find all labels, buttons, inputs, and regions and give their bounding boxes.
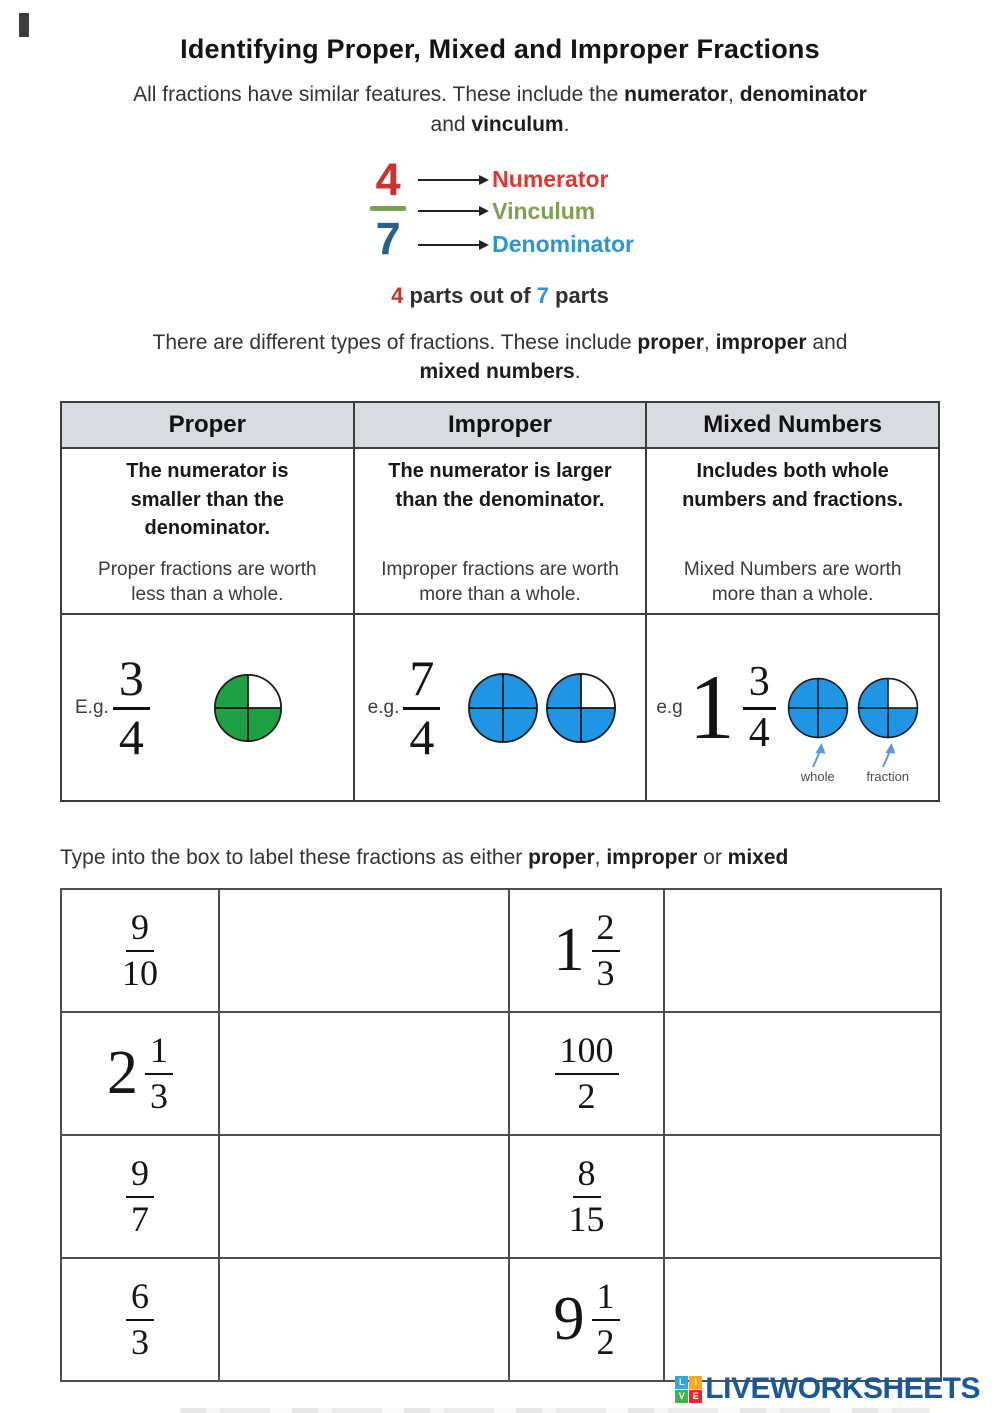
improper-definition: The numerator is larger than the denominator. (388, 460, 612, 511)
answer-box-row1-right[interactable] (666, 891, 939, 1010)
fraction-parts-diagram (366, 153, 634, 270)
caption-numerator-value: 4 (391, 282, 404, 308)
mixed-example-fraction: $\frac{3}{4}$ (743, 661, 776, 755)
diagram-vinculum-bar (370, 206, 406, 211)
eg-label: e.g. (367, 696, 400, 718)
arrow-to-vinculum (418, 210, 480, 212)
vinculum-label: Vinculum (492, 197, 596, 224)
fraction-pie-label: fraction (866, 768, 910, 784)
exercise-row-1 (61, 889, 941, 1012)
cut-off-text-artifact (180, 1408, 930, 1413)
exercise-row-4 (61, 1258, 941, 1381)
answer-box-row1-left[interactable] (221, 891, 507, 1010)
up-arrow-icon (808, 742, 828, 768)
intro-bold-numerator: numerator (624, 83, 729, 106)
types-bold-improper: improper (715, 330, 807, 354)
intro-text: All fractions have similar features. These include the (133, 83, 625, 106)
improper-example-fraction: $\frac{7}{4}$ (403, 653, 440, 763)
liveworksheets-logo (675, 1372, 980, 1406)
fraction-6-3: 6 3 (63, 1278, 217, 1362)
numerator-label: Numerator (492, 166, 609, 193)
example-fraction-4-7 (366, 153, 410, 264)
improper-note: Improper fractions are worth more than a whole. (381, 559, 619, 606)
up-arrow-icon (878, 742, 898, 768)
proper-example-fraction: $\frac{3}{4}$ (113, 653, 150, 763)
answer-box-row2-right[interactable] (666, 1014, 939, 1133)
proper-note: Proper fractions are worth less than a whole. (98, 559, 317, 606)
eg-label: E.g. (75, 696, 109, 718)
header-improper: Improper (354, 402, 647, 448)
arrow-to-denominator (418, 244, 480, 246)
fraction-9-1-2: 9 1 2 (511, 1278, 662, 1362)
scan-artifact (19, 13, 29, 37)
liveworksheets-logo-icon: L I V E (675, 1376, 702, 1403)
caption-denominator-value: 7 (536, 282, 549, 308)
exercise-table (60, 888, 942, 1382)
whole-pie-label: whole (800, 768, 835, 784)
fraction-2-1-3: 2 1 3 (63, 1032, 217, 1116)
diagram-denominator-digit: 7 (375, 212, 401, 264)
pie-whole-blue-icon (786, 676, 850, 740)
proper-definition: The numerator is smaller than the denominator. (126, 460, 289, 540)
mixed-example-whole-number: 1 (688, 656, 735, 759)
intro-bold-vinculum: vinculum (471, 112, 564, 136)
fraction-8-15: 8 15 (568, 1152, 605, 1239)
diagram-caption: 4 parts out of 7 parts (391, 282, 609, 308)
types-bold-proper: proper (637, 330, 704, 354)
header-proper: Proper (61, 402, 354, 448)
header-mixed-numbers: Mixed Numbers (646, 402, 939, 448)
exercise-instruction: Type into the box to label these fractions as either proper, improper or mixed (60, 846, 789, 870)
answer-box-row2-left[interactable] (221, 1014, 507, 1133)
answer-box-row4-right[interactable] (666, 1260, 939, 1379)
example-row (61, 614, 939, 801)
denominator-label: Denominator (492, 231, 634, 258)
mixed-definition: Includes both whole numbers and fractions. (682, 460, 904, 511)
pie-three-quarters-blue-icon (856, 676, 920, 740)
fraction-9-10: 9 10 (122, 906, 158, 993)
instruction-bold-improper: improper (606, 846, 698, 870)
mixed-note: Mixed Numbers are worth more than a whole. (683, 559, 902, 606)
arrow-to-numerator (418, 179, 480, 181)
liveworksheets-wordmark: LIVEWORKSHEETS (705, 1372, 980, 1405)
types-bold-mixed: mixed numbers (419, 360, 575, 384)
instruction-bold-mixed: mixed (727, 846, 789, 870)
fraction-types-table (60, 401, 940, 802)
page-title: Identifying Proper, Mixed and Improper Fractions (180, 34, 820, 64)
answer-box-row3-left[interactable] (221, 1137, 507, 1256)
fraction-9-7: 9 7 (63, 1155, 217, 1239)
answer-box-row3-right[interactable] (666, 1137, 939, 1256)
pie-three-quarters-green-icon (212, 672, 284, 744)
intro-paragraph: All fractions have similar features. These include the numerator, denominator and vinculum. (133, 83, 867, 136)
pie-whole-blue-icon (466, 671, 540, 745)
diagram-numerator-digit: 4 (375, 153, 401, 205)
exercise-row-3 (61, 1135, 941, 1258)
fraction-100-2: 100 2 (511, 1032, 662, 1116)
table-header-row (61, 402, 939, 448)
instruction-bold-proper: proper (528, 846, 595, 870)
description-row (61, 448, 939, 614)
exercise-row-2 (61, 1012, 941, 1135)
intro-bold-denominator: denominator (739, 83, 867, 106)
fraction-1-2-3: 1 2 3 (511, 909, 662, 993)
pie-three-quarters-blue-icon (544, 671, 618, 745)
types-paragraph: There are different types of fractions. These include proper, improper and mixed numbers. (152, 330, 848, 384)
answer-box-row4-left[interactable] (221, 1260, 507, 1379)
eg-label: e.g (656, 696, 683, 718)
